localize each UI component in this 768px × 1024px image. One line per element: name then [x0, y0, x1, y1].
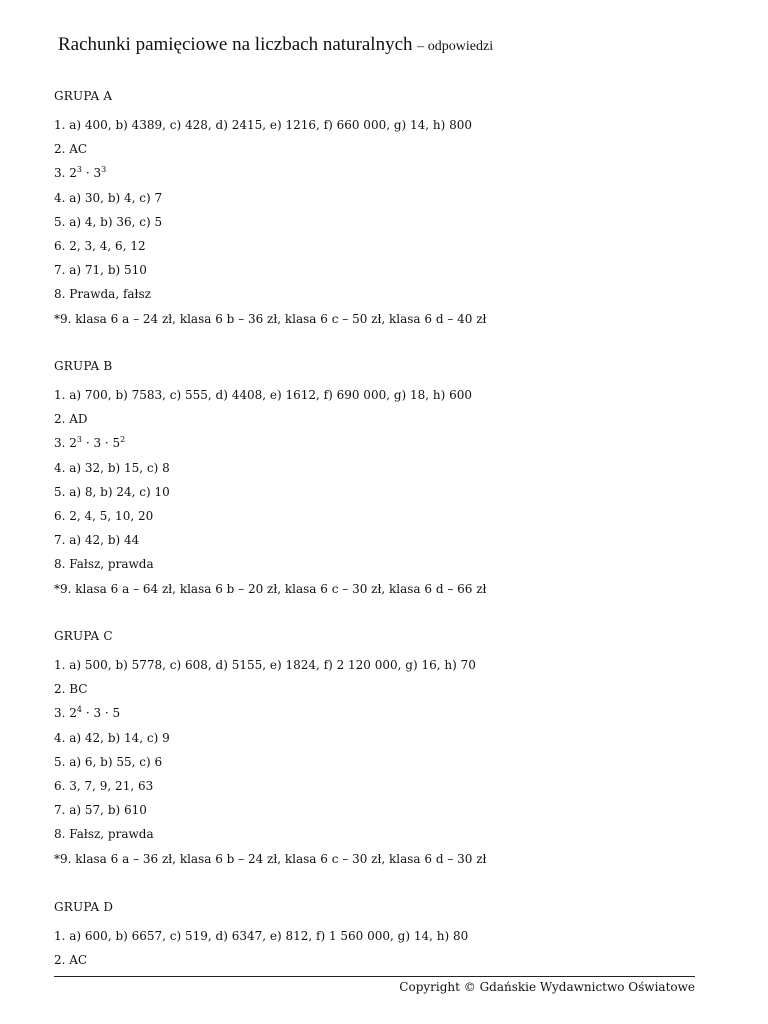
answer-line: 2. AC: [54, 142, 88, 157]
answer-line: 5. a) 6, b) 55, c) 6: [54, 754, 163, 769]
answer-line: 8. Fałsz, prawda: [54, 557, 154, 572]
exponent: 3: [101, 165, 107, 175]
answer-text: 3. 2: [54, 706, 77, 721]
title-suffix: – odpowiedzi: [417, 39, 494, 54]
exponent: 3: [76, 435, 82, 445]
answer-line: 4. a) 32, b) 15, c) 8: [54, 460, 170, 475]
answer-line: *9. klasa 6 a – 24 zł, klasa 6 b – 36 zł, klasa 6 c – 50 zł, klasa 6 d – 40 zł: [54, 311, 487, 326]
answer-line: 7. a) 57, b) 610: [54, 803, 147, 818]
group-heading: GRUPA C: [54, 629, 113, 643]
answer-line: [54, 706, 120, 720]
group-heading: GRUPA B: [54, 359, 113, 373]
answer-line: 8. Prawda, fałsz: [54, 287, 151, 302]
answer-text: 3. 2: [54, 436, 77, 451]
answer-line: 1. a) 700, b) 7583, c) 555, d) 4408, e) 1612, f) 690 000, g) 18, h) 600: [54, 388, 473, 402]
exponent: 3: [76, 165, 82, 175]
answer-line: 6. 2, 4, 5, 10, 20: [54, 509, 154, 523]
answer-line: 1. a) 500, b) 5778, c) 608, d) 5155, e) 1824, f) 2 120 000, g) 16, h) 70: [54, 658, 476, 672]
answer-line: [54, 166, 106, 180]
answer-line: *9. klasa 6 a – 36 zł, klasa 6 b – 24 zł, klasa 6 c – 30 zł, klasa 6 d – 30 zł: [54, 851, 487, 866]
answer-line: 7. a) 71, b) 510: [54, 263, 147, 278]
exponent: 4: [76, 705, 82, 715]
exponent: 2: [120, 435, 126, 445]
copyright-footer: Copyright © Gdańskie Wydawnictwo Oświatowe: [399, 980, 695, 994]
answer-line: 5. a) 4, b) 36, c) 5: [54, 214, 163, 229]
group-heading: GRUPA D: [54, 900, 114, 914]
answer-line: 1. a) 600, b) 6657, c) 519, d) 6347, e) 812, f) 1 560 000, g) 14, h) 80: [54, 929, 469, 943]
answer-line: 2. BC: [54, 682, 88, 697]
answer-text: · 3 · 5: [82, 436, 121, 451]
answer-line: *9. klasa 6 a – 64 zł, klasa 6 b – 20 zł, klasa 6 c – 30 zł, klasa 6 d – 66 zł: [54, 581, 487, 596]
page-title: [58, 34, 493, 56]
answer-line: 7. a) 42, b) 44: [54, 533, 140, 548]
answer-line: 5. a) 8, b) 24, c) 10: [54, 484, 170, 499]
answer-text: 3. 2: [54, 166, 77, 181]
answer-line: 8. Fałsz, prawda: [54, 827, 154, 842]
answer-line: 1. a) 400, b) 4389, c) 428, d) 2415, e) 1216, f) 660 000, g) 14, h) 800: [54, 118, 473, 132]
title-main: Rachunki pamięciowe na liczbach naturalnych: [58, 34, 413, 55]
answer-line: 4. a) 42, b) 14, c) 9: [54, 730, 170, 745]
group-heading: GRUPA A: [54, 89, 113, 103]
answer-line: 6. 3, 7, 9, 21, 63: [54, 779, 154, 793]
answer-line: 4. a) 30, b) 4, c) 7: [54, 190, 163, 205]
answer-text: · 3: [82, 166, 102, 181]
answer-line: 6. 2, 3, 4, 6, 12: [54, 239, 146, 253]
answer-text: · 3 · 5: [82, 706, 121, 721]
answer-line: [54, 436, 125, 450]
answer-line: 2. AC: [54, 953, 88, 968]
answer-line: 2. AD: [54, 412, 88, 427]
footer-divider: [54, 976, 695, 977]
